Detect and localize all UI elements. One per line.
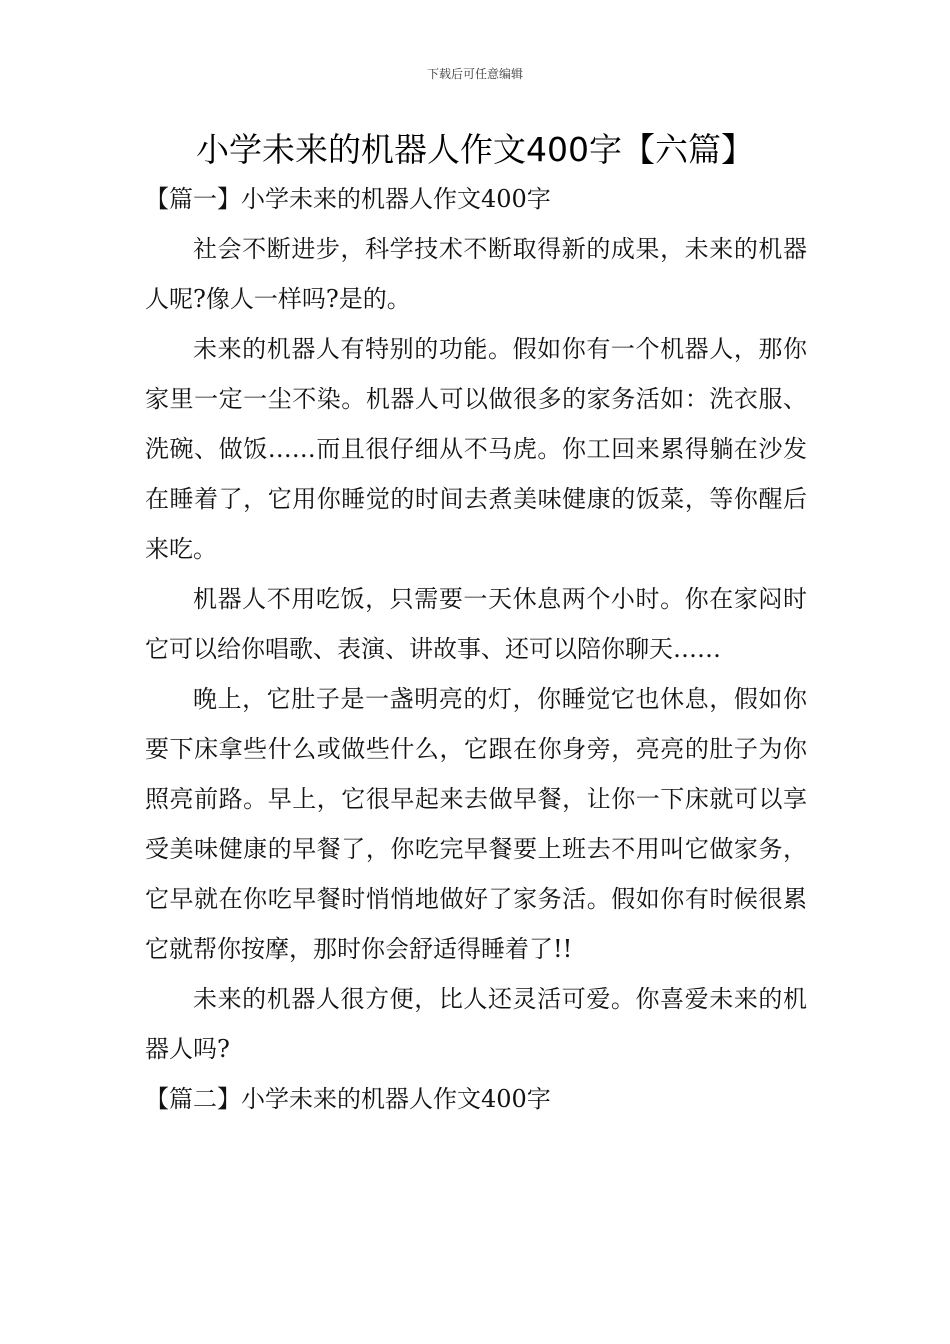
paragraph: 未来的机器人有特别的功能。假如你有一个机器人，那你家里一定一尘不染。机器人可以做很多的家务活如：洗衣服、洗碗、做饭……而且很仔细从不马虎。你工回来累得躺在沙发在睡着了，它用你睡觉的时间去煮美味健康的饭菜，等你醒后来吃。 bbox=[145, 335, 807, 563]
section-heading-1: 【篇一】小学未来的机器人作文400字 bbox=[145, 185, 551, 213]
document-title: 小学未来的机器人作文400字【六篇】 bbox=[196, 130, 754, 169]
paragraph: 机器人不用吃饭，只需要一天休息两个小时。你在家闷时它可以给你唱歌、表演、讲故事、还可以陪你聊天…… bbox=[145, 585, 807, 663]
header-note: 下载后可任意编辑 bbox=[426, 67, 523, 81]
paragraph: 社会不断进步，科学技术不断取得新的成果，未来的机器人呢?像人一样吗?是的。 bbox=[145, 235, 807, 313]
paragraph: 晚上，它肚子是一盏明亮的灯，你睡觉它也休息，假如你要下床拿些什么或做些什么，它跟在你身旁，亮亮的肚子为你照亮前路。早上，它很早起来去做早餐，让你一下床就可以享受美味健康的早餐了，你吃完早餐要上班去不用叫它做家务，它早就在你吃早餐时悄悄地做好了家务活。假如你有时候很累它就帮你按摩，那时你会舒适得睡着了!! bbox=[145, 685, 807, 963]
document-body bbox=[145, 174, 807, 1124]
section-heading-2: 【篇二】小学未来的机器人作文400字 bbox=[145, 1085, 551, 1113]
paragraph: 未来的机器人很方便，比人还灵活可爱。你喜爱未来的机器人吗? bbox=[145, 985, 807, 1063]
